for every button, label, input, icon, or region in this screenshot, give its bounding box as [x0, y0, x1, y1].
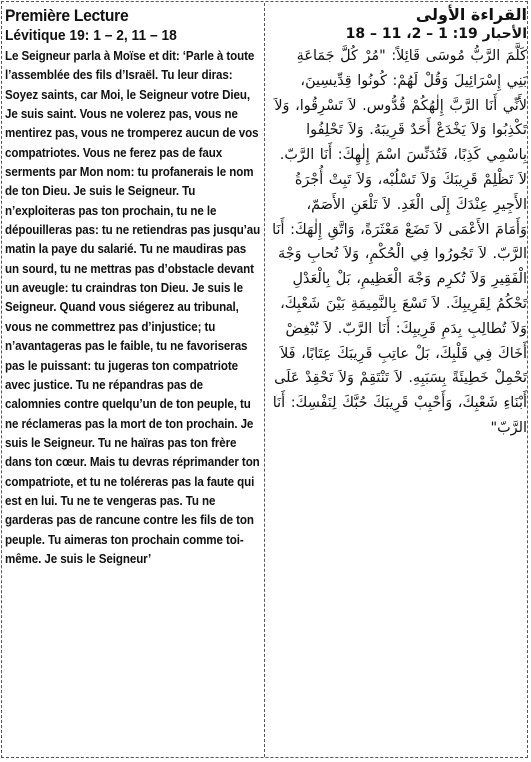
- arabic-scripture-reference: الأحبار 19: 1 – 2، 11 – 18: [345, 26, 527, 42]
- column-divider: [264, 3, 265, 757]
- french-scripture-reference: Lévitique 19: 1 – 2, 11 – 18: [5, 27, 177, 44]
- french-reading-title: Première Lecture: [5, 6, 129, 25]
- french-reading-text: Le Seigneur parla à Moïse et dit: ‘Parle à toute l’assemblée des fils d’Israël. Tu leur diras: Soyez saints, car Moi, le Seigneur votre Dieu, Je suis saint. Vous ne volerez pas, vous ne mentirez pas, vous ne tromperez aucun de vos compatriotes. Vous ne ferez pas de faux serments par Mon nom: tu profanerais le nom de ton Dieu. Je suis le Seigneur. Tu n’exploiteras pas ton prochain, tu ne le dépouilleras pas: tu ne retiendras pas jusqu’au matin la paye du salarié. Tu ne maudiras pas un sourd, tu ne mettras pas d’obstacle devant un aveugle: tu craindras ton Dieu. Je suis le Seigneur. Quand vous siégerez au tribunal, vous ne commettrez pas d’injustice; tu n’avantageras pas le faible, tu ne favoriseras pas le puissant: tu jugeras ton compatriote avec justice. Tu ne répandras pas de calomnies contre quelqu’un de ton peuple, tu ne réclameras pas la mort de ton prochain. Je suis le Seigneur. Tu ne haïras pas ton frère dans ton cœur. Mais tu devras réprimander ton compatriote, et tu ne toléreras pas la faute qui est en lui. Tu ne te vengeras pas. Tu ne garderas pas de rancune contre les fils de ton peuple. Tu aimeras ton prochain comme toi-même. Je suis le Seigneur’: [5, 49, 261, 566]
- french-reading-column: [5, 7, 261, 569]
- arabic-reading-column: [271, 5, 527, 441]
- arabic-reading-title: القراءة الأولى: [415, 5, 527, 24]
- arabic-reading-text: كَلَّمَ الرَّبُّ مُوسَى قَائِلاً: "مُرْ كُلَّ جَمَاعَةِ بَنِي إِسْرَائِيلَ وَقُلْ لَهُمْ: كُونُوا قِدِّيسِينَ، لأَنِّي أَنَا الرَّبَّ إِلٰهُكُمْ قُدُّوس. لاَ تَسْرِقُوا، وَلاَ تَكْذِبُوا وَلاَ يَخْدَعْ أَحَدٌ قَرِيبَهُ. وَلاَ تَحْلِفُوا بِاسْمِي كَذِبًا، فَتُدَنِّسَ اسْمَ إِلٰهِكَ: أَنَا الرَّبّ. لاَ تَظْلِمْ قَرِيبَكَ وَلاَ تَسْلُبْه، وَلاَ تَبِتْ أُجْرَةُ الأَجِيرِ عِنْدَكَ إِلَى الْغَدِ. لاَ تَلْعَنِ الأَصَمّ، وَأَمَامَ الأَعْمَى لاَ تَضَعْ مَعْثَرَةً، وَاتَّقِ إِلٰهَكَ: أَنَا الرَّبّ. لاَ تَجُورُوا فِي الْحُكْمِ، وَلاَ تُحابِ وَجْهَ الْفَقِيرِ وَلاَ تُكرِم وَجْهَ الْعَظِيمِ، بَلْ بِالْعَدْلِ تَحْكُمُ لِقَرِيبِكَ. لاَ تَسْعَ بِالنَّمِيمَةِ بَيْنَ شَعْبِكَ، وَلاَ تُطالِبِ بِدَمِ قَرِيبِكَ: أَنَا الرَّبّ. لاَ تُبْغِضْ أَخَاكَ فِي قَلْبِكَ، بَلْ عاتِبِ قَرِيبَكَ عِتَابًا، فَلاَ تَحْمِلْ خَطِيئَةً بِسَبَبِهِ. لاَ تَنْتَقِمْ وَلاَ تَحْقِدْ عَلَى أَبْنَاءِ شَعْبِكَ، وَأَحْبِبْ قَرِيبَكَ حُبَّكَ لِنَفْسِكَ: أَنَا الرَّبّ": [272, 48, 527, 436]
